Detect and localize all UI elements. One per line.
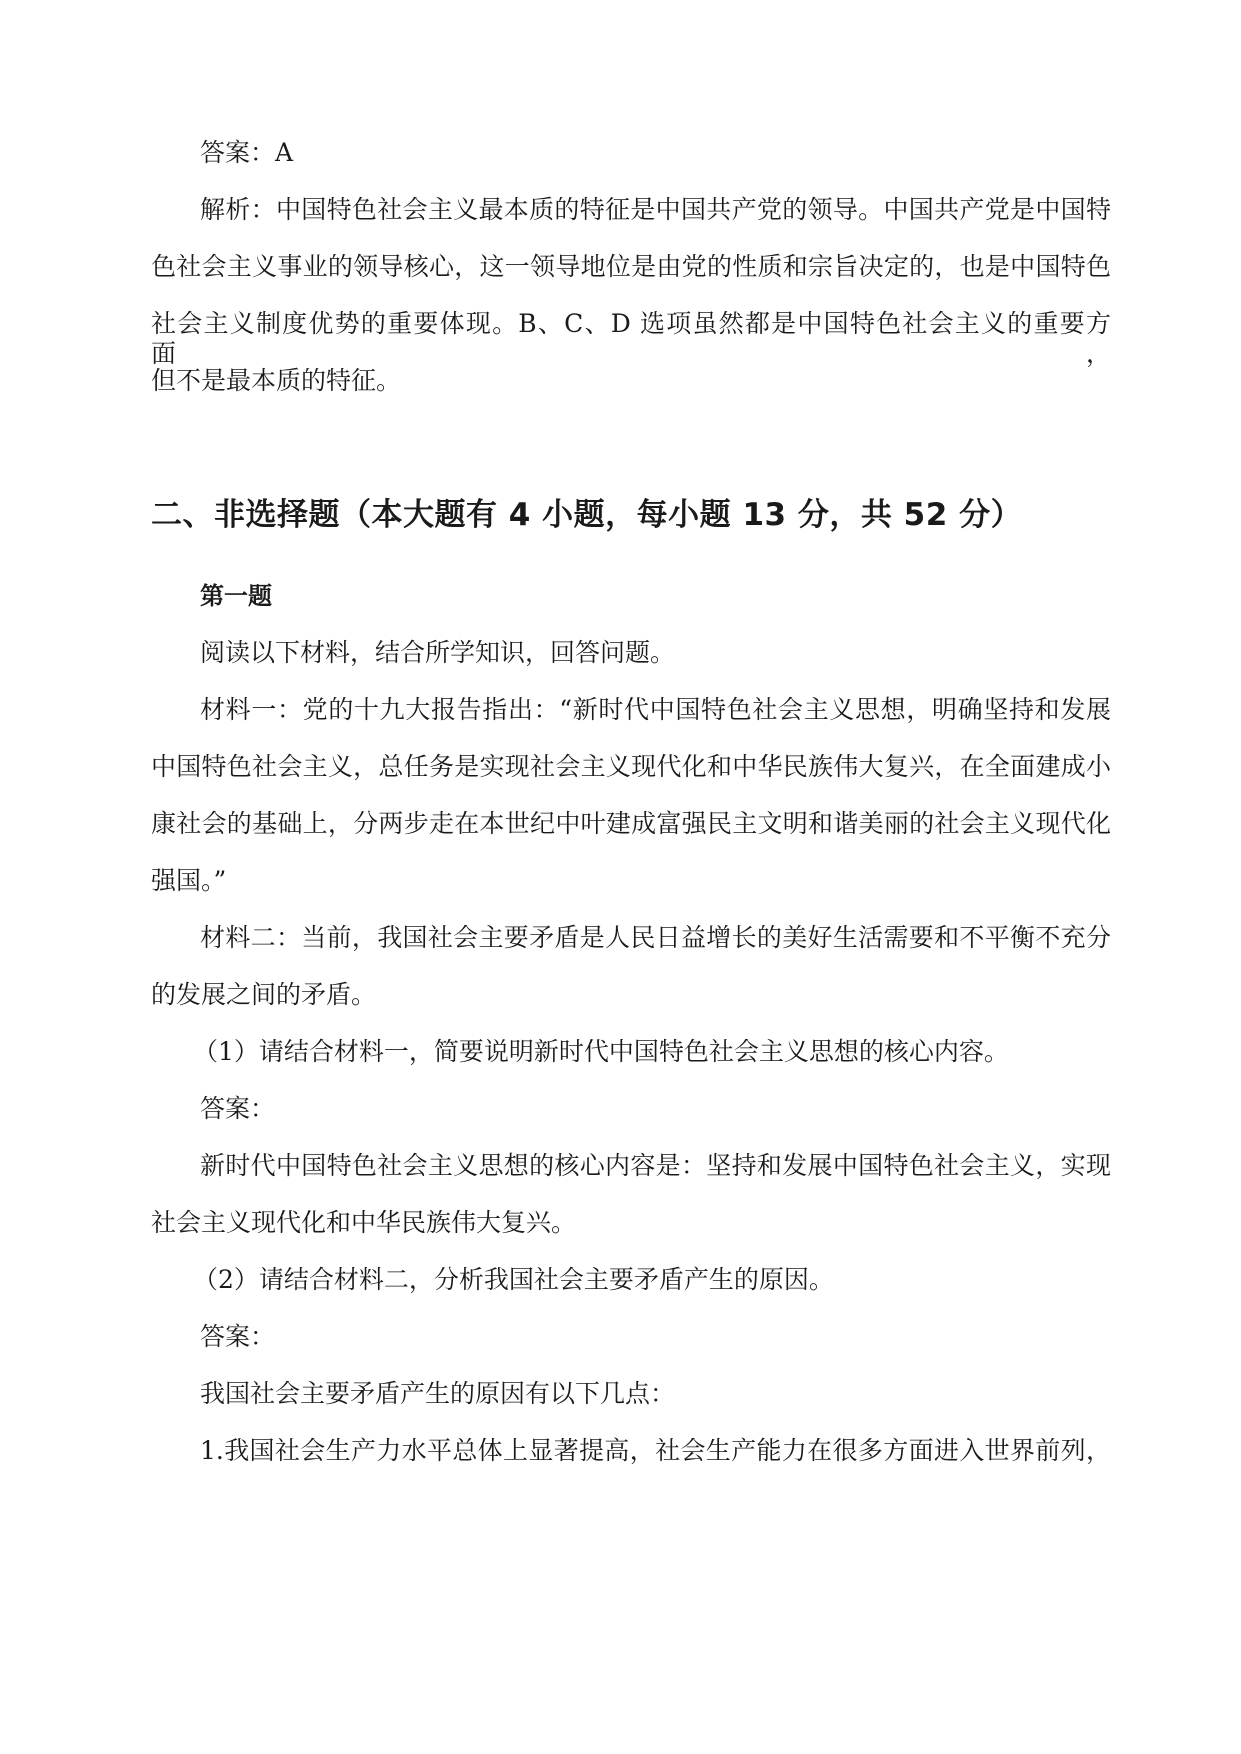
sub-question-1: （1）请结合材料一，简要说明新时代中国特色社会主义思想的核心内容。 — [193, 1037, 1009, 1066]
answer-label: 答案： — [200, 1322, 276, 1351]
section-heading: 二、非选择题（本大题有 4 小题，每小题 13 分，共 52 分） — [151, 497, 1023, 533]
explanation-line: 色社会主义事业的领导核心，这一领导地位是由党的性质和宗旨决定的，也是中国特色 — [151, 252, 1111, 281]
explanation-line: 社会主义制度优势的重要体现。B、C、D 选项虽然都是中国特色社会主义的重要方面， — [151, 309, 1111, 368]
answer-point: 1.我国社会生产力水平总体上显著提高，社会生产能力在很多方面进入世界前列， — [200, 1436, 1111, 1465]
question-title: 第一题 — [200, 582, 272, 610]
answer-line: 答案：A — [200, 138, 294, 167]
material1-line: 康社会的基础上，分两步走在本世纪中叶建成富强民主文明和谐美丽的社会主义现代化 — [151, 809, 1111, 838]
explanation-line: 解析：中国特色社会主义最本质的特征是中国共产党的领导。中国共产党是中国特 — [200, 195, 1111, 224]
explanation-line: 但不是最本质的特征。 — [151, 366, 402, 395]
material2-line: 的发展之间的矛盾。 — [151, 980, 377, 1009]
question-intro: 阅读以下材料，结合所学知识，回答问题。 — [200, 638, 676, 667]
material1-line: 强国。” — [151, 866, 227, 895]
answer-line: 新时代中国特色社会主义思想的核心内容是：坚持和发展中国特色社会主义，实现 — [200, 1151, 1111, 1180]
answer-label: 答案： — [200, 1094, 276, 1123]
answer-intro: 我国社会主要矛盾产生的原因有以下几点： — [200, 1379, 676, 1408]
sub-question-2: （2）请结合材料二，分析我国社会主要矛盾产生的原因。 — [193, 1265, 834, 1294]
material1-line: 材料一：党的十九大报告指出：“新时代中国特色社会主义思想，明确坚持和发展 — [200, 695, 1111, 724]
answer-line: 社会主义现代化和中华民族伟大复兴。 — [151, 1208, 577, 1237]
material1-line: 中国特色社会主义，总任务是实现社会主义现代化和中华民族伟大复兴，在全面建成小 — [151, 752, 1111, 781]
material2-line: 材料二：当前，我国社会主要矛盾是人民日益增长的美好生活需要和不平衡不充分 — [200, 923, 1111, 952]
